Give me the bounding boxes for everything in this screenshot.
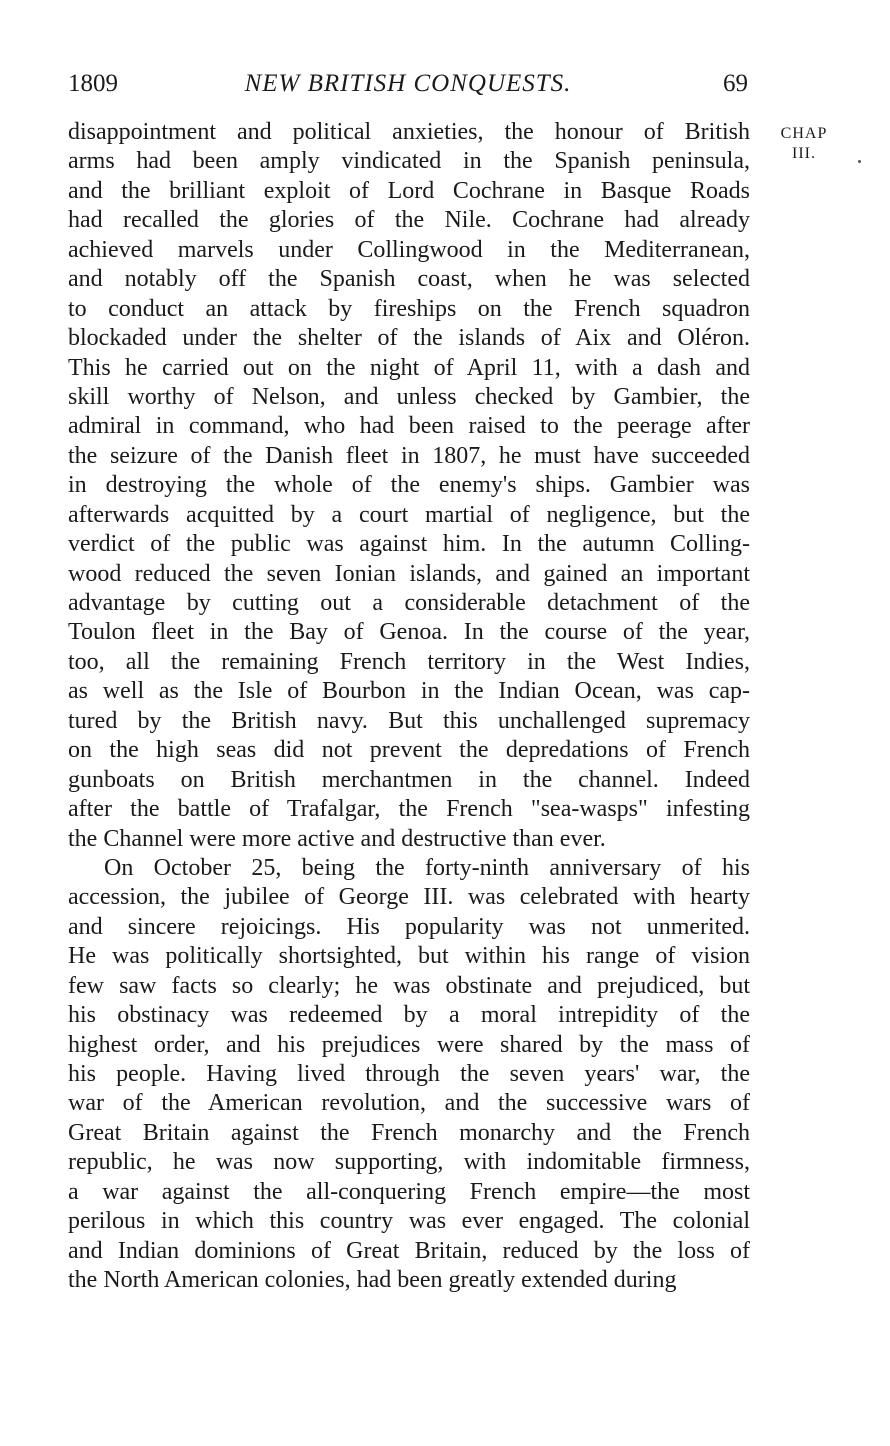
text-line: republic, he was now supporting, with indomitable firmness, (68, 1149, 750, 1176)
paragraph (68, 854, 750, 1296)
running-head (68, 70, 748, 106)
text-line: accession, the jubilee of George III. was celebrated with hearty (68, 884, 750, 911)
text-line: tured by the British navy. But this unchallenged supremacy (68, 707, 750, 734)
text-line: wood reduced the seven Ionian islands, and gained an important (68, 560, 750, 587)
text-line: advantage by cutting out a considerable detachment of the (68, 590, 750, 616)
text-line: highest order, and his prejudices were shared by the mass of (68, 1031, 750, 1058)
text-line: skill worthy of Nelson, and unless checked by Gambier, the (68, 383, 750, 410)
text-line: few saw facts so clearly; he was obstinate and prejudiced, but (68, 972, 750, 999)
text-line: achieved marvels under Collingwood in the Mediterranean, (68, 236, 750, 263)
text-line: arms had been amply vindicated in the Spanish peninsula, (68, 148, 750, 175)
body-text (68, 118, 750, 1296)
header-title: NEW BRITISH CONQUESTS. (244, 70, 572, 97)
text-line: and sincere rejoicings. His popularity was not unmerited. (68, 913, 750, 940)
text-line: and Indian dominions of Great Britain, reduced by the loss of (68, 1237, 750, 1264)
chapter-margin-note (764, 124, 844, 164)
paragraph (68, 118, 750, 854)
text-line: the seizure of the Danish fleet in 1807, he must have succeeded (68, 442, 750, 469)
text-line: after the battle of Trafalgar, the French "sea-wasps" infesting (68, 796, 750, 823)
text-line: perilous in which this country was ever engaged. The colonial (68, 1208, 750, 1235)
text-line: the Channel were more active and destructive than ever. (68, 825, 606, 852)
text-line: on the high seas did not prevent the depredations of French (68, 737, 750, 764)
text-line: admiral in command, who had been raised to the peerage after (68, 413, 750, 440)
text-line: to conduct an attack by fireships on the French squadron (68, 295, 750, 322)
text-line: blockaded under the shelter of the islands of Aix and Oléron. (68, 325, 750, 352)
text-line: war of the American revolution, and the successive wars of (68, 1090, 750, 1117)
text-line: disappointment and political anxieties, the honour of British (68, 119, 750, 145)
text-line: and the brilliant exploit of Lord Cochrane in Basque Roads (68, 177, 750, 204)
page-number: 69 (723, 70, 748, 97)
text-line: Great Britain against the French monarchy and the French (68, 1119, 750, 1146)
text-line: a war against the all-conquering French empire—the most (68, 1178, 750, 1205)
text-line: had recalled the glories of the Nile. Cochrane had already (68, 207, 750, 234)
text-line: too, all the remaining French territory in the West Indies, (68, 648, 750, 675)
text-line: the North American colonies, had been greatly extended during (68, 1267, 677, 1294)
text-line: afterwards acquitted by a court martial of negligence, but the (68, 501, 750, 528)
text-line: gunboats on British merchantmen in the channel. Indeed (68, 766, 750, 793)
text-line: verdict of the public was against him. In the autumn Colling- (68, 531, 750, 558)
chapter-label: CHAP (780, 125, 828, 142)
header-year: 1809 (68, 70, 118, 97)
chapter-number: III. (792, 145, 816, 162)
text-line: his people. Having lived through the seven years' war, the (68, 1061, 750, 1087)
stray-ink-mark (858, 160, 861, 163)
text-line: Toulon fleet in the Bay of Genoa. In the course of the year, (68, 619, 750, 646)
text-line: his obstinacy was redeemed by a moral intrepidity of the (68, 1002, 750, 1029)
text-line: This he carried out on the night of April 11, with a dash and (68, 354, 750, 381)
text-line: He was politically shortsighted, but within his range of vision (68, 943, 750, 970)
text-line: and notably off the Spanish coast, when he was selected (68, 266, 750, 293)
text-line: On October 25, being the forty-ninth anniversary of his (104, 854, 750, 881)
text-line: as well as the Isle of Bourbon in the Indian Ocean, was cap- (68, 678, 750, 705)
text-line: in destroying the whole of the enemy's ships. Gambier was (68, 472, 750, 499)
